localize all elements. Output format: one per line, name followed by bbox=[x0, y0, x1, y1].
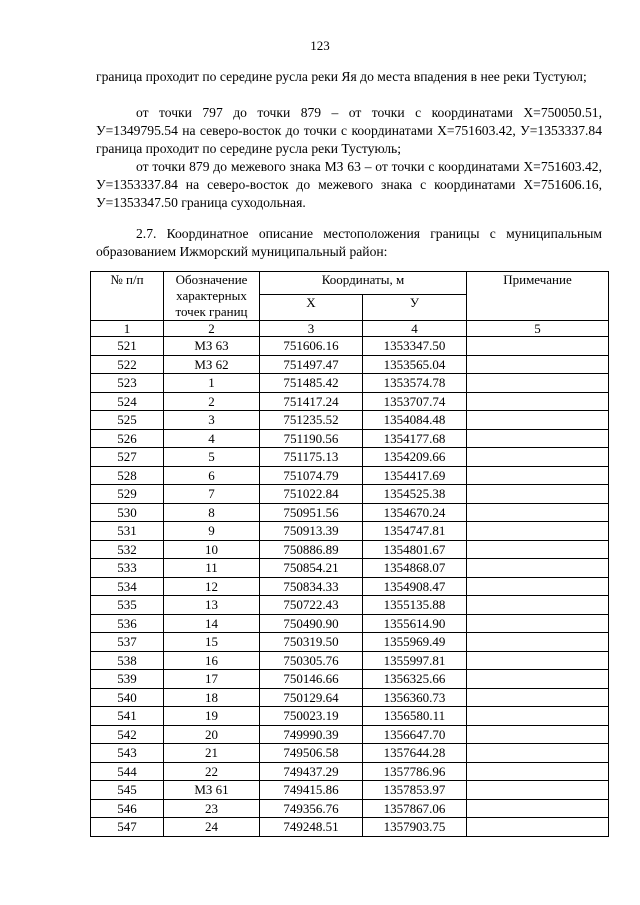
point-number: 547 bbox=[91, 818, 164, 837]
coord-x: 749437.29 bbox=[260, 762, 363, 781]
note bbox=[467, 485, 609, 504]
page-number: 123 bbox=[310, 38, 330, 53]
point-designation: 5 bbox=[164, 448, 260, 467]
point-number: 521 bbox=[91, 337, 164, 356]
note bbox=[467, 781, 609, 800]
coord-y: 1356647.70 bbox=[363, 725, 467, 744]
coord-y: 1355997.81 bbox=[363, 651, 467, 670]
point-designation: 23 bbox=[164, 799, 260, 818]
point-number: 536 bbox=[91, 614, 164, 633]
column-number: 3 bbox=[260, 321, 363, 337]
point-designation: 11 bbox=[164, 559, 260, 578]
coord-x: 751190.56 bbox=[260, 429, 363, 448]
note bbox=[467, 596, 609, 615]
table-row bbox=[91, 355, 609, 374]
coord-y: 1357786.96 bbox=[363, 762, 467, 781]
point-number: 524 bbox=[91, 392, 164, 411]
note bbox=[467, 503, 609, 522]
coord-x: 749990.39 bbox=[260, 725, 363, 744]
table-row bbox=[91, 337, 609, 356]
note bbox=[467, 374, 609, 393]
note bbox=[467, 392, 609, 411]
note bbox=[467, 522, 609, 541]
table-row bbox=[91, 614, 609, 633]
table-row bbox=[91, 818, 609, 837]
coordinates-table bbox=[90, 271, 609, 837]
coord-x: 750854.21 bbox=[260, 559, 363, 578]
table-row bbox=[91, 392, 609, 411]
note bbox=[467, 651, 609, 670]
coord-y: 1354908.47 bbox=[363, 577, 467, 596]
table-row bbox=[91, 781, 609, 800]
coord-y: 1354177.68 bbox=[363, 429, 467, 448]
point-designation: 8 bbox=[164, 503, 260, 522]
table-row bbox=[91, 448, 609, 467]
table-row bbox=[91, 651, 609, 670]
table-row bbox=[91, 688, 609, 707]
table-row bbox=[91, 522, 609, 541]
point-number: 533 bbox=[91, 559, 164, 578]
table-row bbox=[91, 762, 609, 781]
coord-y: 1354868.07 bbox=[363, 559, 467, 578]
point-designation: 2 bbox=[164, 392, 260, 411]
point-designation: 12 bbox=[164, 577, 260, 596]
coord-x: 749415.86 bbox=[260, 781, 363, 800]
point-designation: 19 bbox=[164, 707, 260, 726]
coord-x: 751417.24 bbox=[260, 392, 363, 411]
note bbox=[467, 799, 609, 818]
note bbox=[467, 725, 609, 744]
point-designation: 17 bbox=[164, 670, 260, 689]
point-number: 544 bbox=[91, 762, 164, 781]
point-number: 530 bbox=[91, 503, 164, 522]
point-number: 522 bbox=[91, 355, 164, 374]
coord-y: 1356325.66 bbox=[363, 670, 467, 689]
point-designation: 10 bbox=[164, 540, 260, 559]
note bbox=[467, 762, 609, 781]
point-designation: 4 bbox=[164, 429, 260, 448]
coord-y: 1354747.81 bbox=[363, 522, 467, 541]
table-row bbox=[91, 596, 609, 615]
coord-x: 751074.79 bbox=[260, 466, 363, 485]
table-row bbox=[91, 633, 609, 652]
point-number: 534 bbox=[91, 577, 164, 596]
header-designation: Обозначение характерных точек границ bbox=[164, 272, 260, 321]
coord-y: 1357853.97 bbox=[363, 781, 467, 800]
coord-y: 1354209.66 bbox=[363, 448, 467, 467]
point-number: 523 bbox=[91, 374, 164, 393]
coord-x: 750129.64 bbox=[260, 688, 363, 707]
coord-x: 750722.43 bbox=[260, 596, 363, 615]
point-designation: 3 bbox=[164, 411, 260, 430]
coord-y: 1354084.48 bbox=[363, 411, 467, 430]
coordinates-table-body bbox=[91, 337, 609, 837]
table-row bbox=[91, 466, 609, 485]
table-row bbox=[91, 540, 609, 559]
note bbox=[467, 466, 609, 485]
note bbox=[467, 540, 609, 559]
column-number: 5 bbox=[467, 321, 609, 337]
coord-y: 1353707.74 bbox=[363, 392, 467, 411]
coord-x: 751235.52 bbox=[260, 411, 363, 430]
point-number: 541 bbox=[91, 707, 164, 726]
point-number: 535 bbox=[91, 596, 164, 615]
point-designation: 18 bbox=[164, 688, 260, 707]
column-number: 2 bbox=[164, 321, 260, 337]
note bbox=[467, 744, 609, 763]
point-designation: 20 bbox=[164, 725, 260, 744]
point-number: 531 bbox=[91, 522, 164, 541]
note bbox=[467, 670, 609, 689]
note bbox=[467, 707, 609, 726]
note bbox=[467, 429, 609, 448]
point-designation: 22 bbox=[164, 762, 260, 781]
coord-x: 751497.47 bbox=[260, 355, 363, 374]
coord-y: 1354417.69 bbox=[363, 466, 467, 485]
point-number: 545 bbox=[91, 781, 164, 800]
coord-x: 751175.13 bbox=[260, 448, 363, 467]
coord-y: 1354670.24 bbox=[363, 503, 467, 522]
coord-x: 749356.76 bbox=[260, 799, 363, 818]
coord-y: 1353565.04 bbox=[363, 355, 467, 374]
coord-x: 750490.90 bbox=[260, 614, 363, 633]
table-row bbox=[91, 429, 609, 448]
coord-y: 1354801.67 bbox=[363, 540, 467, 559]
coord-y: 1357644.28 bbox=[363, 744, 467, 763]
coord-x: 750886.89 bbox=[260, 540, 363, 559]
table-row bbox=[91, 577, 609, 596]
coord-x: 750319.50 bbox=[260, 633, 363, 652]
table-row bbox=[91, 707, 609, 726]
table-row bbox=[91, 485, 609, 504]
point-designation: 7 bbox=[164, 485, 260, 504]
coord-y: 1355135.88 bbox=[363, 596, 467, 615]
coord-x: 751606.16 bbox=[260, 337, 363, 356]
point-number: 528 bbox=[91, 466, 164, 485]
table-row bbox=[91, 559, 609, 578]
point-designation: 16 bbox=[164, 651, 260, 670]
point-number: 543 bbox=[91, 744, 164, 763]
note bbox=[467, 355, 609, 374]
header-y: У bbox=[363, 295, 467, 321]
point-number: 537 bbox=[91, 633, 164, 652]
note bbox=[467, 559, 609, 578]
point-designation: 1 bbox=[164, 374, 260, 393]
coord-y: 1354525.38 bbox=[363, 485, 467, 504]
header-num: № п/п bbox=[91, 272, 164, 321]
header-note: Примечание bbox=[467, 272, 609, 321]
column-number: 1 bbox=[91, 321, 164, 337]
coord-x: 750834.33 bbox=[260, 577, 363, 596]
table-row bbox=[91, 374, 609, 393]
coord-y: 1355614.90 bbox=[363, 614, 467, 633]
note bbox=[467, 614, 609, 633]
table-row bbox=[91, 799, 609, 818]
coord-x: 750146.66 bbox=[260, 670, 363, 689]
point-designation: 13 bbox=[164, 596, 260, 615]
coord-y: 1355969.49 bbox=[363, 633, 467, 652]
point-number: 529 bbox=[91, 485, 164, 504]
coord-x: 751022.84 bbox=[260, 485, 363, 504]
coord-y: 1353347.50 bbox=[363, 337, 467, 356]
paragraph-points-797-879: от точки 797 до точки 879 – от точки с координатами Х=750050.51, У=1349795.54 на северо-восток до точки с координатами Х=751603.42, У=1353337.84 граница проходит по середине русла реки Тустуюль; bbox=[96, 105, 602, 156]
header-x: Х bbox=[260, 295, 363, 321]
coord-y: 1356580.11 bbox=[363, 707, 467, 726]
header-coords: Координаты, м bbox=[260, 272, 467, 295]
coord-y: 1357867.06 bbox=[363, 799, 467, 818]
table-row bbox=[91, 725, 609, 744]
coord-x: 751485.42 bbox=[260, 374, 363, 393]
paragraph-river-yaya: граница проходит по середине русла реки Яя до места впадения в нее реки Тустуюл; bbox=[96, 69, 587, 84]
point-designation: МЗ 62 bbox=[164, 355, 260, 374]
note bbox=[467, 411, 609, 430]
point-designation: 15 bbox=[164, 633, 260, 652]
note bbox=[467, 337, 609, 356]
point-number: 532 bbox=[91, 540, 164, 559]
coord-y: 1356360.73 bbox=[363, 688, 467, 707]
note bbox=[467, 577, 609, 596]
point-number: 539 bbox=[91, 670, 164, 689]
table-row bbox=[91, 503, 609, 522]
note bbox=[467, 688, 609, 707]
section-heading-2-7: 2.7. Координатное описание местоположения границы с муниципальным образованием Ижморский муниципальный район: bbox=[96, 226, 602, 259]
point-number: 538 bbox=[91, 651, 164, 670]
note bbox=[467, 818, 609, 837]
table-row bbox=[91, 670, 609, 689]
coord-x: 750023.19 bbox=[260, 707, 363, 726]
table-row bbox=[91, 744, 609, 763]
point-designation: 6 bbox=[164, 466, 260, 485]
point-number: 527 bbox=[91, 448, 164, 467]
point-number: 540 bbox=[91, 688, 164, 707]
note bbox=[467, 633, 609, 652]
coord-y: 1357903.75 bbox=[363, 818, 467, 837]
point-designation: 9 bbox=[164, 522, 260, 541]
point-designation: 21 bbox=[164, 744, 260, 763]
point-designation: МЗ 63 bbox=[164, 337, 260, 356]
point-number: 542 bbox=[91, 725, 164, 744]
point-number: 525 bbox=[91, 411, 164, 430]
point-designation: МЗ 61 bbox=[164, 781, 260, 800]
point-number: 526 bbox=[91, 429, 164, 448]
column-number: 4 bbox=[363, 321, 467, 337]
point-number: 546 bbox=[91, 799, 164, 818]
table-row bbox=[91, 411, 609, 430]
paragraph-points-879-mz63: от точки 879 до межевого знака МЗ 63 – от точки с координатами Х=751603.42, У=1353337.84 на северо-восток до межевого знака с координатами Х=751606.16, У=1353347.50 граница суходольная. bbox=[96, 159, 602, 210]
coord-x: 750305.76 bbox=[260, 651, 363, 670]
coord-x: 749248.51 bbox=[260, 818, 363, 837]
coord-y: 1353574.78 bbox=[363, 374, 467, 393]
coord-x: 749506.58 bbox=[260, 744, 363, 763]
point-designation: 24 bbox=[164, 818, 260, 837]
point-designation: 14 bbox=[164, 614, 260, 633]
note bbox=[467, 448, 609, 467]
coord-x: 750913.39 bbox=[260, 522, 363, 541]
coord-x: 750951.56 bbox=[260, 503, 363, 522]
